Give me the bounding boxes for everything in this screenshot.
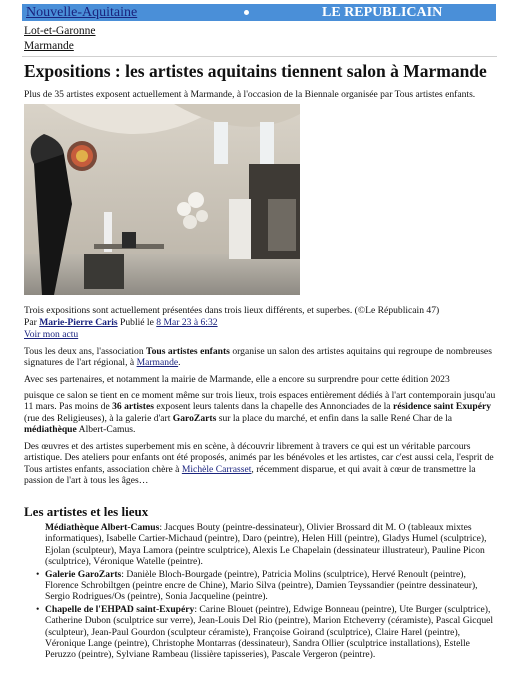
news-link-row xyxy=(24,329,500,340)
region-banner xyxy=(22,4,496,21)
venue-name: Chapelle de l'EHPAD saint-Exupéry xyxy=(45,603,195,615)
p3-text-d: sur la place du marché, et enfin dans la salle René Char de la xyxy=(218,412,453,424)
section-title: Les artistes et les lieux xyxy=(24,504,149,519)
paragraph-1 xyxy=(24,346,500,369)
p3-text-c: (rue des Religieuses), à la galerie d'art xyxy=(24,412,171,424)
list-item xyxy=(36,569,498,603)
p1-text-b: organise un salon des artistes aquitains qui regroupe de nombreuses signatures de l'art régional, à xyxy=(24,346,492,369)
article-lead: Plus de 35 artistes exposent actuellement à Marmande, à l'occasion de la Biennale organisée par Tous artistes enfants. xyxy=(24,89,476,100)
venue-artists: : Carine Blouet (peintre), Edwige Bonneau (peintre), Ute Burger (sculptrice), Catherine Dubon (sculptrice sur verre), Jean-Louis Del Rio (peintre), Marion Etcheverry (céramiste), Pascal Gicquel (sculpteur), Jean-Paul Gourdon (sculpteur céramiste), Françoise Goirand (sculptrice), Claire Harel (peintre), Véronique Lange (peintre), Christophe Montarras (dessinateur), Sandra Ollier (sculptrice installations), Estelle Peruzzo (peintre), Sylviane Rambeau (lissière tapisseries), Pascale Vergeron (peintre). xyxy=(45,603,494,661)
p3-residence: résidence saint Exupéry xyxy=(392,401,492,413)
venue-name: Médiathèque Albert-Camus xyxy=(45,522,160,533)
p3-library: médiathèque xyxy=(24,424,77,436)
p3-count: 36 artistes xyxy=(112,401,154,413)
p4-text-a: Des œuvres et des artistes superbement mis en scène, à découvrir librement à travers ce qui est un véritable parcours artistique. Des ateliers pour enfants ont été proposés, animés par les bénévoles et les artistes, car c'est aussi cela, l'esprit de Tous artistes enfants, association chère à xyxy=(24,441,494,475)
see-my-news-link[interactable]: Voir mon actu xyxy=(24,329,79,340)
byline-par: Par xyxy=(24,317,37,328)
byline-published: Publié le xyxy=(120,317,154,328)
list-item xyxy=(36,604,498,661)
chapel-exhibition-photo xyxy=(24,104,300,295)
p3-gallery: GaroZarts xyxy=(172,412,217,424)
paragraph-4 xyxy=(24,441,500,487)
banner-dot xyxy=(244,10,249,15)
photo-caption: Trois expositions sont actuellement présentées dans trois lieux différents, et superbes. (©Le Républicain 47) xyxy=(24,305,440,316)
author-link[interactable]: Marie-Pierre Caris xyxy=(39,317,118,328)
publish-date[interactable]: 8 Mar 23 à 6:32 xyxy=(156,317,218,328)
newspaper-name[interactable]: LE REPUBLICAIN xyxy=(322,5,443,20)
venue-artists: : Danièle Bloch-Bourgade (peintre), Patricia Molins (sculptrice), Hervé Renoult (peintre), Florence Schrobiltgen (peintre encre de Chine), Mario Silva (peintre), Damien Teyssandier (peintre dessinateur), Sergio Rodrigues/Os (peintre), Sonia Jacqueline (peintre). xyxy=(45,568,478,603)
venue-name: Galerie GaroZarts xyxy=(45,568,122,580)
p3-text-a: puisque ce salon se tient en ce moment même sur trois lieux, trois espaces entièrement dédiés à l'art contemporain jusqu'au 11 mars. Pas moins de xyxy=(24,390,496,413)
article-photo xyxy=(24,104,300,295)
breadcrumb-city[interactable]: Marmande xyxy=(24,40,74,52)
header-divider xyxy=(22,56,497,57)
marmande-link[interactable]: Marmande xyxy=(136,357,179,369)
byline xyxy=(24,317,500,328)
p1-org: Tous artistes enfants xyxy=(146,346,230,357)
breadcrumb-department[interactable]: Lot-et-Garonne xyxy=(24,25,96,37)
region-link[interactable]: Nouvelle-Aquitaine xyxy=(26,5,138,20)
venue-list xyxy=(36,522,498,662)
p1-text-a: Tous les deux ans, l'association xyxy=(24,346,144,357)
list-item xyxy=(36,522,498,568)
paragraph-3 xyxy=(24,390,500,436)
article-title: Expositions : les artistes aquitains tiennent salon à Marmande xyxy=(24,61,487,81)
paragraph-2: Avec ses partenaires, et notamment la mairie de Marmande, elle a encore su surprendre pour cette édition 2023 xyxy=(24,374,450,385)
p1-text-c: . xyxy=(178,357,181,369)
p3-text-b: exposent leurs talents dans la chapelle des Annonciades de la xyxy=(156,401,391,413)
venue-artists: : Jacques Bouty (peintre-dessinateur), Olivier Brossard dit M. O (tableaux mixtes informatiques), Isabelle Cartier-Michaud (peintre), Daro (peintre), Helen Hill (peintre), Gladys Humel (sculptrice), Ejolan (sculpteur), Maya Lamora (peintre sculptrice), Alexis Le Chapelain (dessinateur illustrateur), Pauline Picon (sculptrice), Véronique Watelle (peintre). xyxy=(45,522,487,568)
michele-carrasset-link[interactable]: Michèle Carrasset xyxy=(181,463,252,475)
p4-text-b: , récemment disparue, et qui avait à cœur de transmettre la passion de l'art à tous les âges… xyxy=(24,463,476,487)
p3-text-e: Albert-Camus. xyxy=(78,424,136,436)
